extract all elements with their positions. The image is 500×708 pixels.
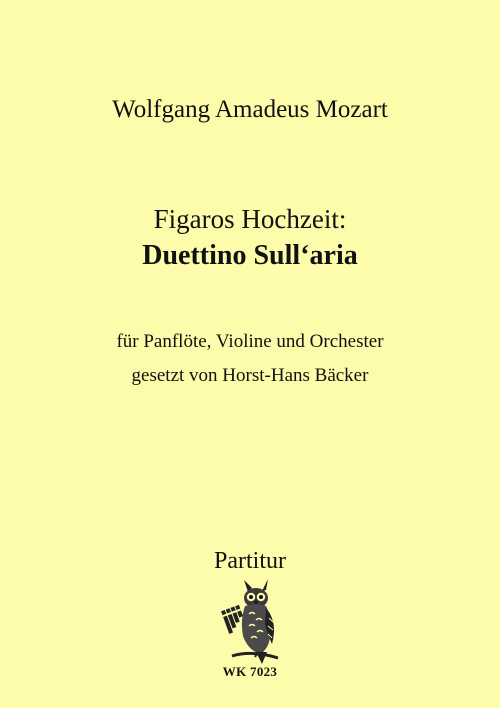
edition-type: Partitur: [214, 548, 286, 574]
instrumentation-text: für Panflöte, Violine und Orchester: [116, 331, 384, 352]
work-title: Figaros Hochzeit:: [153, 204, 347, 234]
piece-title: Duettino Sull‘aria: [142, 240, 358, 271]
arranger-text: gesetzt von Horst-Hans Bäcker: [131, 365, 369, 386]
catalog-number: WK 7023: [222, 664, 278, 679]
owl-publisher-logo-icon: [218, 578, 284, 664]
composer-name: Wolfgang Amadeus Mozart: [112, 96, 388, 123]
